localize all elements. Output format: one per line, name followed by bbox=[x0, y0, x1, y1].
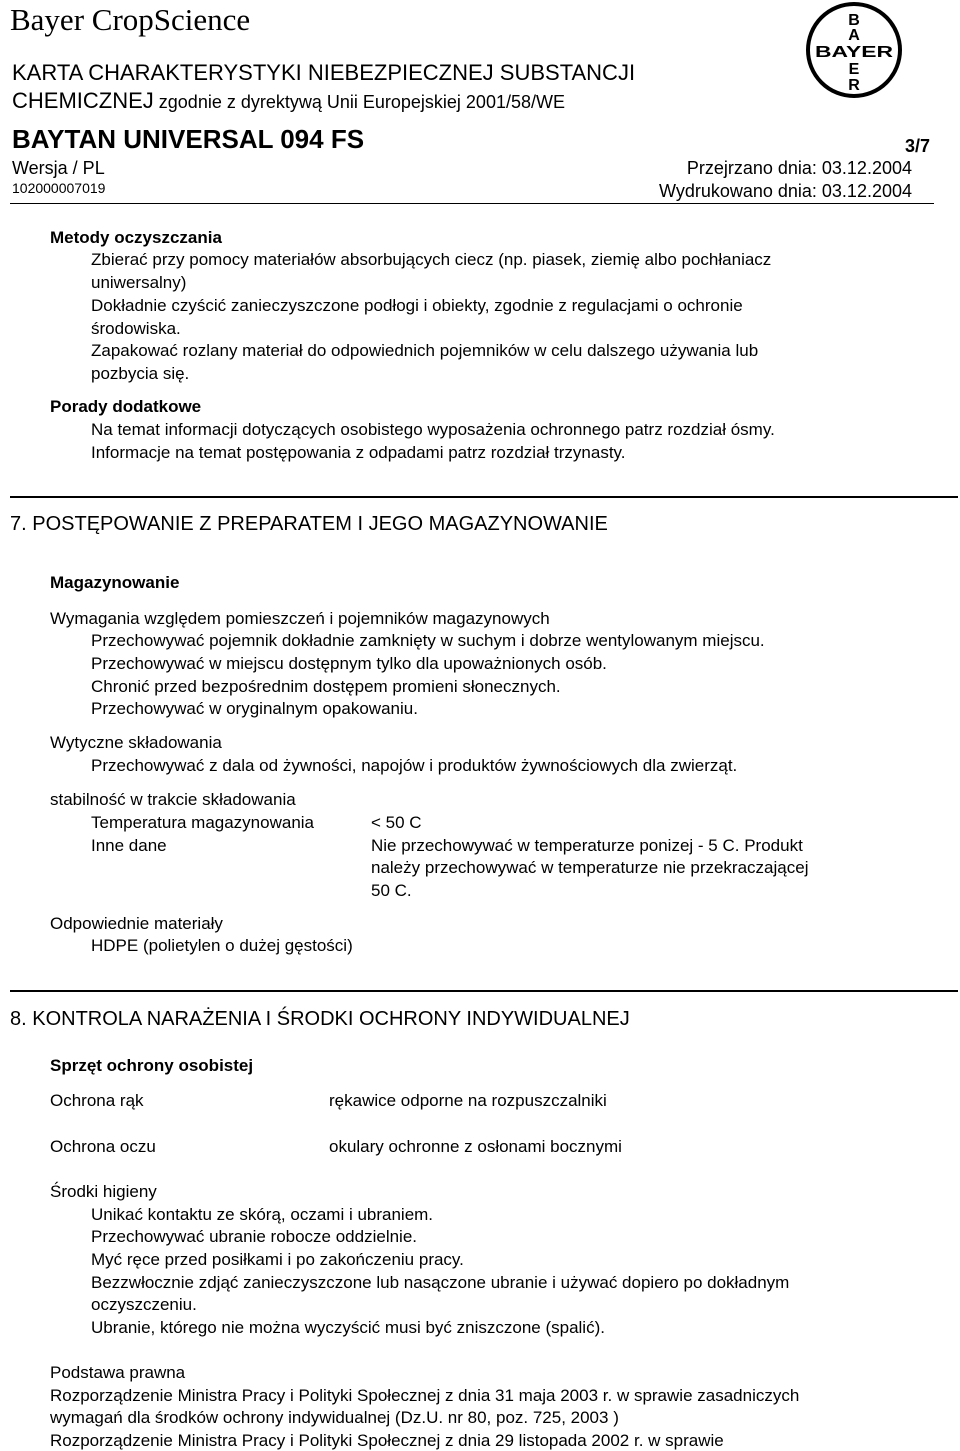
title-line2-main: CHEMICZNEJ bbox=[12, 88, 154, 113]
svg-text:A: A bbox=[848, 27, 860, 44]
section-divider bbox=[10, 990, 958, 992]
stability-heading: stabilność w trakcie składowania bbox=[50, 790, 296, 809]
eye-protection-value: okulary ochronne z osłonami bocznymi bbox=[329, 1137, 622, 1156]
printed-date: Wydrukowano dnia: 03.12.2004 bbox=[658, 181, 912, 201]
svg-text:B: B bbox=[848, 12, 860, 29]
eye-protection-label: Ochrona oczu bbox=[50, 1137, 156, 1156]
hygiene-line: Ubranie, którego nie można wyczyścić musi być zniszczone (spalić). bbox=[91, 1318, 605, 1337]
hand-protection-label: Ochrona rąk bbox=[50, 1091, 144, 1110]
svg-text:E: E bbox=[848, 61, 860, 78]
page-number: 3/7 bbox=[904, 136, 930, 156]
cleanup-line: środowiska. bbox=[91, 319, 181, 338]
header-divider bbox=[10, 203, 934, 204]
document-title-line2 bbox=[12, 88, 565, 114]
cleanup-line: Zbierać przy pomocy materiałów absorbujących ciecz (np. piasek, ziemię albo pochłaniacz bbox=[91, 250, 772, 269]
other-data-line: Nie przechowywać w temperaturze ponizej - 5 C. Produkt bbox=[371, 836, 803, 855]
document-title-line1: KARTA CHARAKTERYSTYKI NIEBEZPIECZNEJ SUBSTANCJI bbox=[12, 60, 636, 85]
hygiene-line: Przechowywać ubranie robocze oddzielnie. bbox=[91, 1227, 418, 1246]
version-label: Wersja / PL bbox=[12, 158, 105, 178]
legal-basis-line: Rozporządzenie Ministra Pracy i Polityki Społecznej z dnia 31 maja 2003 r. w sprawie zasadniczych bbox=[50, 1386, 800, 1405]
storage-guidelines-heading: Wytyczne składowania bbox=[50, 733, 222, 752]
advice-line: Na temat informacji dotyczących osobistego wyposażenia ochronnego patrz rozdział ósmy. bbox=[91, 420, 775, 439]
bayer-cross-logo bbox=[804, 0, 904, 100]
product-name: BAYTAN UNIVERSAL 094 FS bbox=[12, 124, 365, 154]
other-data-line: należy przechowywać w temperaturze nie przekraczającej bbox=[371, 858, 809, 877]
other-data-line: 50 C. bbox=[371, 881, 412, 900]
legal-basis-line: Rozporządzenie Ministra Pracy i Polityki Społecznej z dnia 29 listopada 2002 r. w sprawie bbox=[50, 1431, 724, 1450]
advice-line: Informacje na temat postępowania z odpadami patrz rozdział trzynasty. bbox=[91, 443, 626, 462]
materials-heading: Odpowiednie materiały bbox=[50, 914, 223, 933]
other-data-label: Inne dane bbox=[91, 836, 167, 855]
section-divider bbox=[10, 496, 958, 498]
storage-requirement: Przechowywać pojemnik dokładnie zamknięty w suchym i dobrze wentylowanym miejscu. bbox=[91, 631, 765, 650]
document-code: 102000007019 bbox=[12, 180, 106, 196]
materials-value: HDPE (polietylen o dużej gęstości) bbox=[91, 936, 353, 955]
logo-text: BAYER bbox=[815, 44, 894, 61]
section-8-title: 8. KONTROLA NARAŻENIA I ŚRODKI OCHRONY INDYWIDUALNEJ bbox=[10, 1008, 630, 1030]
cleanup-line: uniwersalny) bbox=[91, 273, 187, 292]
storage-heading: Magazynowanie bbox=[50, 573, 180, 592]
legal-basis-line: wymagań dla środków ochrony indywidualnej (Dz.U. nr 80, poz. 725, 2003 ) bbox=[50, 1408, 619, 1427]
storage-requirements-heading: Wymagania względem pomieszczeń i pojemników magazynowych bbox=[50, 609, 550, 628]
company-brand: Bayer CropScience bbox=[10, 2, 251, 37]
revised-date: Przejrzano dnia: 03.12.2004 bbox=[686, 158, 912, 178]
storage-temperature-value: < 50 C bbox=[371, 813, 422, 832]
cleanup-heading: Metody oczyszczania bbox=[50, 228, 222, 247]
storage-requirement: Chronić przed bezpośrednim dostępem promieni słonecznych. bbox=[91, 677, 561, 696]
hygiene-line: Myć ręce przed posiłkami i po zakończeniu pracy. bbox=[91, 1250, 464, 1269]
cleanup-line: pozbycia się. bbox=[91, 364, 190, 383]
svg-text:R: R bbox=[848, 77, 860, 94]
storage-requirement: Przechowywać w oryginalnym opakowaniu. bbox=[91, 699, 418, 718]
cleanup-line: Zapakować rozlany materiał do odpowiednich pojemników w celu dalszego używania lub bbox=[91, 341, 759, 360]
cleanup-line: Dokładnie czyścić zanieczyszczone podłogi i obiekty, zgodnie z regulacjami o ochronie bbox=[91, 296, 743, 315]
title-line2-directive: zgodnie z dyrektywą Unii Europejskiej 2001/58/WE bbox=[153, 92, 565, 112]
hygiene-heading: Środki higieny bbox=[50, 1182, 157, 1201]
ppe-heading: Sprzęt ochrony osobistej bbox=[50, 1056, 254, 1075]
storage-temperature-label: Temperatura magazynowania bbox=[91, 813, 315, 832]
hygiene-line: oczyszczeniu. bbox=[91, 1295, 197, 1314]
hygiene-line: Bezzwłocznie zdjąć zanieczyszczone lub nasączone ubranie i używać dopiero po dokładnym bbox=[91, 1273, 790, 1292]
storage-guideline: Przechowywać z dala od żywności, napojów i produktów żywnościowych dla zwierząt. bbox=[91, 756, 738, 775]
hygiene-line: Unikać kontaktu ze skórą, oczami i ubraniem. bbox=[91, 1205, 434, 1224]
storage-requirement: Przechowywać w miejscu dostępnym tylko dla upoważnionych osób. bbox=[91, 654, 607, 673]
hand-protection-value: rękawice odporne na rozpuszczalniki bbox=[329, 1091, 607, 1110]
advice-heading: Porady dodatkowe bbox=[50, 397, 202, 416]
legal-basis-heading: Podstawa prawna bbox=[50, 1363, 186, 1382]
section-7-title: 7. POSTĘPOWANIE Z PREPARATEM I JEGO MAGAZYNOWANIE bbox=[10, 513, 608, 535]
